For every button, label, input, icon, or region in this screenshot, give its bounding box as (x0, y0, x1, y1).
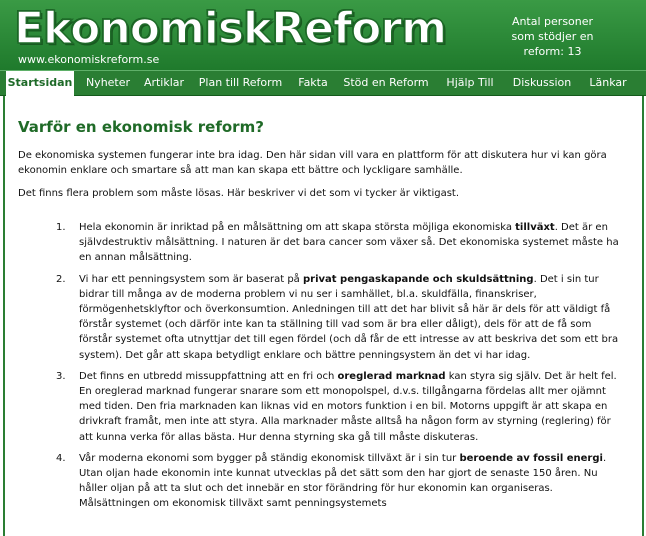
intro-paragraph-2: Det finns flera problem som måste lösas. Här beskriver vi det som vi tycker är viktigast. (18, 188, 460, 199)
item-text-cont: kan styra sig själv. Det är helt fel. En oreglerad marknad fungerar snarare som ett monopolspel, d.v.s. tillgångarna fördelas allt mer ojämnt med tiden. Den fria marknaden kan liknas vid en motors funktion i en bil. Motorns uppgift är att skapa en drivkraft framåt, men inte att styra. Alla marknader måste alltså ha någon form av styrning (reglering) för att kunna verka för allas bästa. Hur denna styrning ska gå till måste diskuteras. (79, 370, 617, 443)
nav-plan-till-reform[interactable]: Plan till Reform (198, 76, 283, 89)
item-number: 1. (56, 222, 66, 233)
supporters-line-3: reform: 13 (523, 45, 582, 58)
item-number: 3. (56, 370, 66, 382)
supporter-counter (485, 14, 620, 59)
item-number: 4. (56, 452, 66, 464)
site-url: www.ekonomiskreform.se (18, 53, 160, 66)
item-keyword: tillväxt (515, 222, 555, 233)
problem-item-1 (40, 220, 620, 266)
item-text-cont: . Utan oljan hade ekonomin inte kunnat utvecklas på det sätt som den har gjort de senaste 150 åren. Nu håller oljan på att ta slut och det innebär en stor förändring för hur ekonomin kan organiseras. Målsättningen om ekonomisk tillväxt samt penningsystemets (79, 452, 607, 510)
nav-artiklar[interactable]: Artiklar (143, 76, 185, 89)
supporters-line-2: som stödjer en (511, 30, 594, 43)
site-logo[interactable]: EkonomiskReform (14, 3, 446, 54)
item-number: 2. (56, 273, 66, 285)
item-keyword: beroende av fossil energi (459, 452, 603, 464)
problem-item-3 (40, 369, 620, 445)
item-text-cont: . Det är en självdestruktiv målsättning. I naturen är det bara cancer som växer så. Det ekonomiska systemet måste ha en annan målsättning. (79, 222, 619, 264)
nav-hjalp-till[interactable]: Hjälp Till (446, 76, 494, 89)
item-text: Hela ekonomin är inriktad på en målsättning om att skapa största möjliga ekonomiska (79, 222, 512, 233)
problem-item-2 (40, 272, 620, 363)
problem-item-4 (40, 451, 620, 512)
page-title: Varför en ekonomisk reform? (18, 118, 264, 136)
nav-nyheter[interactable]: Nyheter (85, 76, 131, 89)
nav-lankar[interactable]: Länkar (589, 76, 627, 89)
item-text-cont: . Det i sin tur bidrar till många av de moderna problem vi nu ser i samhället, bl.a. skuldfälla, finanskriser, förmögenhetsklyftor och överkonsumtion. Anledningen till att det har blivit så här är dels för att väldigt få förstår systemet (och därför inte kan ta ställning till vad som är bra eller dåligt), dels för att de få som förstår systemet ofta utnyttjar det till egen fördel (och då får de ett intresse av att beskriva det som ett bra system). Det går att skapa betydligt enklare och bättre penningsystem än det vi har idag. (79, 273, 619, 361)
supporters-line-1: Antal personer (511, 15, 594, 28)
item-text: Vår moderna ekonomi som bygger på ständig ekonomisk tillväxt är i sin tur (79, 452, 457, 464)
intro-paragraph-1: De ekonomiska systemen fungerar inte bra idag. Den här sidan vill vara en plattform för att diskutera hur vi kan göra ekonomin enklare och smartare så att man kan skapa ett bättre och lyckligare samhälle. (18, 150, 607, 176)
item-text: Vi har ett penningsystem som är baserat på (79, 273, 300, 285)
site-header (0, 0, 646, 70)
nav-stod-en-reform[interactable]: Stöd en Reform (343, 76, 429, 89)
nav-startsidan[interactable]: Startsidan (6, 71, 74, 96)
item-keyword: privat pengaskapande och skuldsättning (302, 273, 534, 285)
nav-fakta[interactable]: Fakta (298, 76, 328, 89)
item-keyword: oreglerad marknad (337, 370, 446, 382)
problem-list (40, 220, 620, 518)
item-text: Det finns en utbredd missuppfattning att en fri och (79, 370, 335, 382)
main-navigation (0, 70, 646, 96)
nav-diskussion[interactable]: Diskussion (512, 76, 572, 89)
